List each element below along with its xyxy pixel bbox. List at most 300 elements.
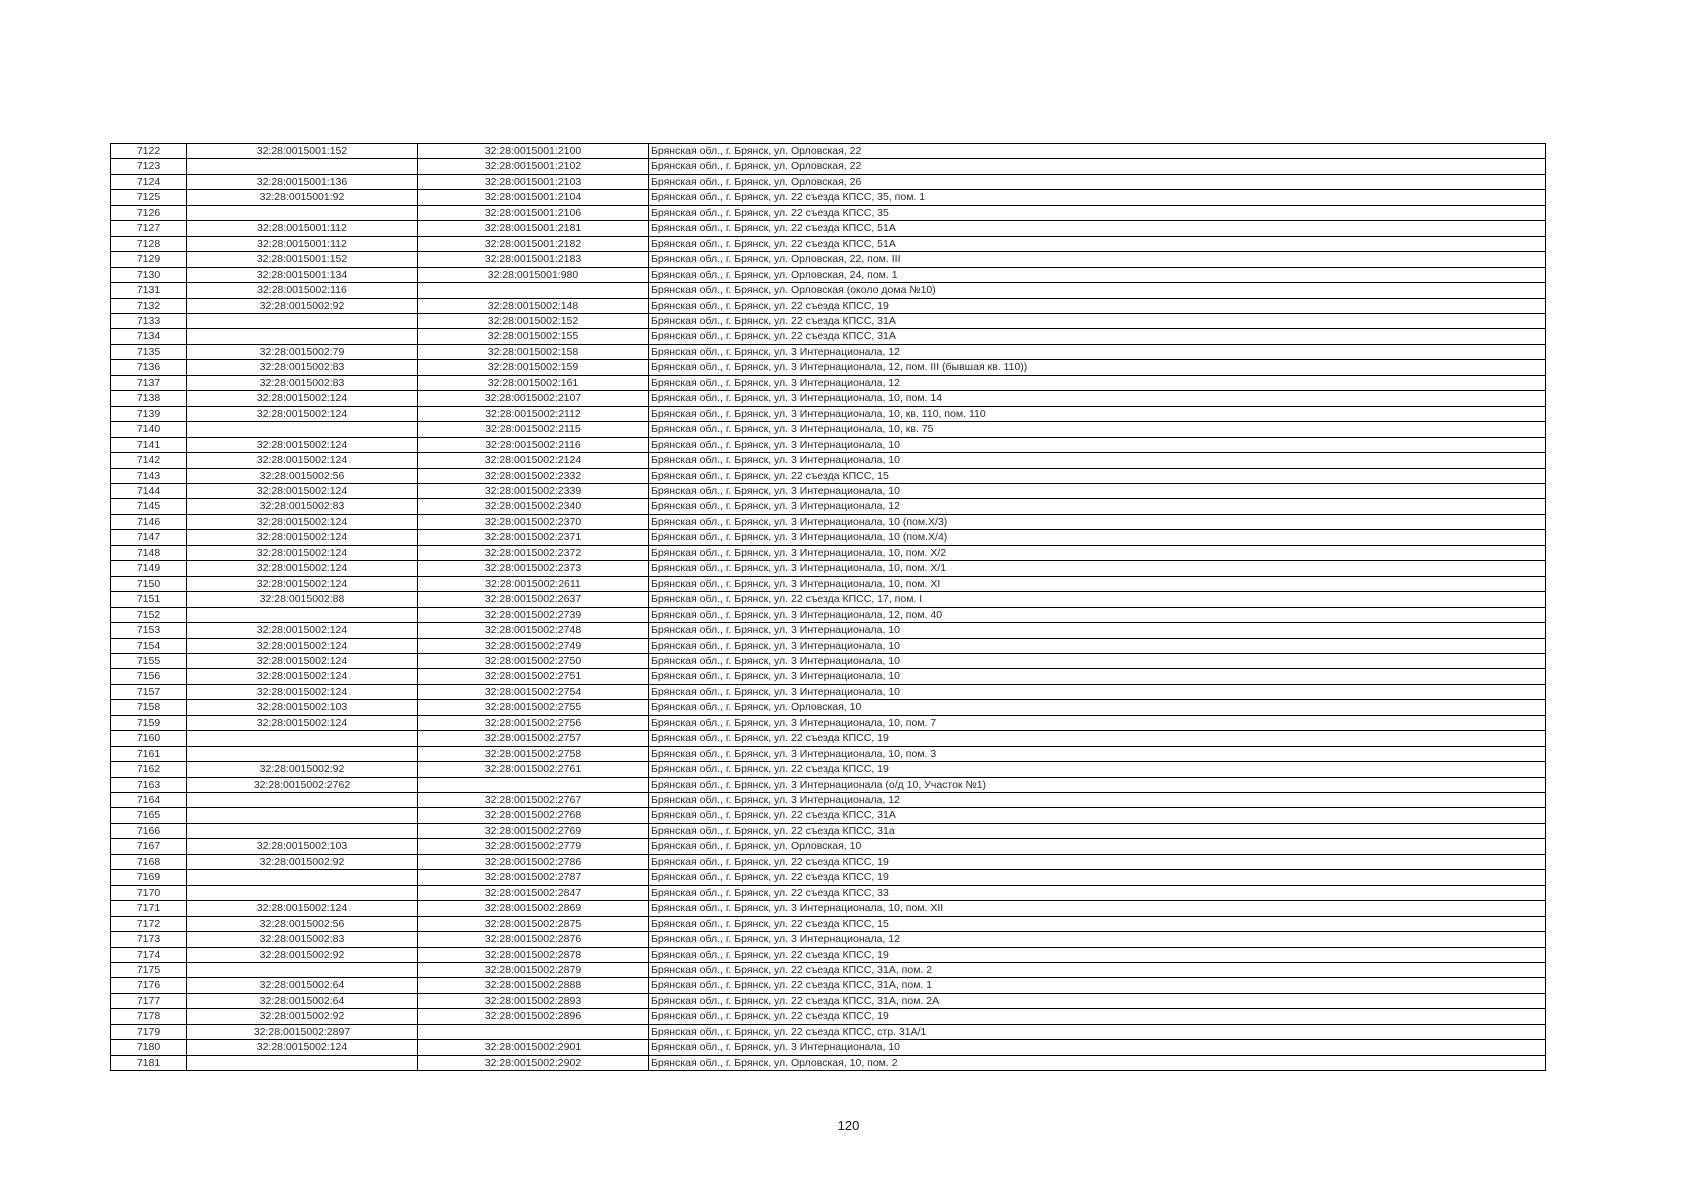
object-cadastral-number-cell: 32:28:0015001:2103 [418, 174, 649, 189]
table-row [111, 731, 1546, 746]
table-row [111, 360, 1546, 375]
table-row [111, 669, 1546, 684]
parcel-cadastral-number-cell: 32:28:0015001:152 [187, 252, 418, 267]
address-cell: Брянская обл., г. Брянск, ул. 3 Интернационала, 10 (пом.X/3) [649, 514, 1546, 529]
address-cell: Брянская обл., г. Брянск, ул. 3 Интернационала, 10, пом. XII [649, 901, 1546, 916]
table-row [111, 298, 1546, 313]
address-cell: Брянская обл., г. Брянск, ул. Орловская, 22 [649, 159, 1546, 174]
object-cadastral-number-cell: 32:28:0015002:2768 [418, 808, 649, 823]
table-row [111, 901, 1546, 916]
parcel-cadastral-number-cell [187, 329, 418, 344]
address-cell: Брянская обл., г. Брянск, ул. 22 съезда КПСС, 19 [649, 762, 1546, 777]
object-cadastral-number-cell: 32:28:0015002:2847 [418, 885, 649, 900]
object-cadastral-number-cell: 32:28:0015002:2893 [418, 993, 649, 1008]
row-number-cell: 7124 [111, 174, 187, 189]
address-cell: Брянская обл., г. Брянск, ул. 3 Интернационала (о/д 10, Участок №1) [649, 777, 1546, 792]
parcel-cadastral-number-cell [187, 159, 418, 174]
object-cadastral-number-cell: 32:28:0015002:2888 [418, 978, 649, 993]
parcel-cadastral-number-cell: 32:28:0015002:124 [187, 684, 418, 699]
row-number-cell: 7167 [111, 839, 187, 854]
page-number: 120 [837, 1118, 860, 1133]
row-number-cell: 7170 [111, 885, 187, 900]
row-number-cell: 7144 [111, 483, 187, 498]
row-number-cell: 7163 [111, 777, 187, 792]
address-cell: Брянская обл., г. Брянск, ул. 3 Интернационала, 10 [649, 453, 1546, 468]
parcel-cadastral-number-cell [187, 885, 418, 900]
object-cadastral-number-cell: 32:28:0015002:2757 [418, 731, 649, 746]
row-number-cell: 7160 [111, 731, 187, 746]
table-row [111, 746, 1546, 761]
object-cadastral-number-cell [418, 1024, 649, 1039]
table-row [111, 329, 1546, 344]
address-cell: Брянская обл., г. Брянск, ул. 3 Интернационала, 12, пом. III (бывшая кв. 110)) [649, 360, 1546, 375]
address-cell: Брянская обл., г. Брянск, ул. 3 Интернационала, 10 [649, 638, 1546, 653]
address-cell: Брянская обл., г. Брянск, ул. 22 съезда КПСС, 31А [649, 808, 1546, 823]
object-cadastral-number-cell: 32:28:0015002:2755 [418, 700, 649, 715]
parcel-cadastral-number-cell: 32:28:0015002:103 [187, 839, 418, 854]
parcel-cadastral-number-cell: 32:28:0015002:124 [187, 406, 418, 421]
object-cadastral-number-cell: 32:28:0015002:2749 [418, 638, 649, 653]
row-number-cell: 7156 [111, 669, 187, 684]
table-row [111, 313, 1546, 328]
parcel-cadastral-number-cell: 32:28:0015002:124 [187, 514, 418, 529]
row-number-cell: 7169 [111, 870, 187, 885]
parcel-cadastral-number-cell: 32:28:0015002:83 [187, 375, 418, 390]
address-cell: Брянская обл., г. Брянск, ул. 3 Интернационала, 12 [649, 375, 1546, 390]
object-cadastral-number-cell: 32:28:0015002:2115 [418, 422, 649, 437]
address-cell: Брянская обл., г. Брянск, ул. 3 Интернационала, 10, кв. 110, пом. 110 [649, 406, 1546, 421]
object-cadastral-number-cell: 32:28:0015002:2767 [418, 793, 649, 808]
address-cell: Брянская обл., г. Брянск, ул. 3 Интернационала, 10 [649, 669, 1546, 684]
row-number-cell: 7164 [111, 793, 187, 808]
address-cell: Брянская обл., г. Брянск, ул. 3 Интернационала, 10 [649, 483, 1546, 498]
address-cell: Брянская обл., г. Брянск, ул. Орловская, 10, пом. 2 [649, 1055, 1546, 1070]
address-cell: Брянская обл., г. Брянск, ул. 3 Интернационала, 12, пом. 40 [649, 607, 1546, 622]
object-cadastral-number-cell: 32:28:0015002:2116 [418, 437, 649, 452]
parcel-cadastral-number-cell [187, 746, 418, 761]
object-cadastral-number-cell: 32:28:0015002:148 [418, 298, 649, 313]
object-cadastral-number-cell: 32:28:0015002:2787 [418, 870, 649, 885]
table-row [111, 499, 1546, 514]
row-number-cell: 7141 [111, 437, 187, 452]
address-cell: Брянская обл., г. Брянск, ул. 22 съезда КПСС, 35, пом. 1 [649, 190, 1546, 205]
parcel-cadastral-number-cell [187, 1055, 418, 1070]
address-cell: Брянская обл., г. Брянск, ул. 22 съезда КПСС, 31А, пом. 1 [649, 978, 1546, 993]
object-cadastral-number-cell: 32:28:0015002:155 [418, 329, 649, 344]
table-row [111, 1009, 1546, 1024]
row-number-cell: 7176 [111, 978, 187, 993]
address-cell: Брянская обл., г. Брянск, ул. 22 съезда КПСС, 19 [649, 1009, 1546, 1024]
table-row [111, 159, 1546, 174]
address-cell: Брянская обл., г. Брянск, ул. Орловская, 22 [649, 144, 1546, 159]
table-row [111, 545, 1546, 560]
row-number-cell: 7165 [111, 808, 187, 823]
table-row [111, 684, 1546, 699]
table-row [111, 978, 1546, 993]
address-cell: Брянская обл., г. Брянск, ул. 3 Интернационала, 10 [649, 623, 1546, 638]
parcel-cadastral-number-cell: 32:28:0015001:136 [187, 174, 418, 189]
row-number-cell: 7129 [111, 252, 187, 267]
row-number-cell: 7126 [111, 205, 187, 220]
parcel-cadastral-number-cell: 32:28:0015002:83 [187, 932, 418, 947]
table-row [111, 793, 1546, 808]
object-cadastral-number-cell: 32:28:0015002:2748 [418, 623, 649, 638]
table-row [111, 700, 1546, 715]
row-number-cell: 7151 [111, 592, 187, 607]
address-cell: Брянская обл., г. Брянск, ул. 3 Интернационала, 12 [649, 793, 1546, 808]
row-number-cell: 7139 [111, 406, 187, 421]
row-number-cell: 7145 [111, 499, 187, 514]
row-number-cell: 7131 [111, 283, 187, 298]
table-row [111, 916, 1546, 931]
parcel-cadastral-number-cell: 32:28:0015002:124 [187, 653, 418, 668]
parcel-cadastral-number-cell: 32:28:0015002:92 [187, 1009, 418, 1024]
object-cadastral-number-cell: 32:28:0015002:2107 [418, 391, 649, 406]
object-cadastral-number-cell: 32:28:0015002:2339 [418, 483, 649, 498]
parcel-cadastral-number-cell: 32:28:0015002:56 [187, 916, 418, 931]
registry-table [110, 143, 1546, 1071]
parcel-cadastral-number-cell: 32:28:0015002:124 [187, 530, 418, 545]
address-cell: Брянская обл., г. Брянск, ул. 3 Интернационала, 10, пом. 14 [649, 391, 1546, 406]
object-cadastral-number-cell: 32:28:0015001:2181 [418, 221, 649, 236]
row-number-cell: 7166 [111, 823, 187, 838]
object-cadastral-number-cell [418, 283, 649, 298]
table-row [111, 406, 1546, 421]
table-row [111, 947, 1546, 962]
row-number-cell: 7147 [111, 530, 187, 545]
object-cadastral-number-cell: 32:28:0015002:2754 [418, 684, 649, 699]
address-cell: Брянская обл., г. Брянск, ул. 3 Интернационала, 12 [649, 932, 1546, 947]
row-number-cell: 7128 [111, 236, 187, 251]
parcel-cadastral-number-cell: 32:28:0015001:134 [187, 267, 418, 282]
address-cell: Брянская обл., г. Брянск, ул. 22 съезда КПСС, 33 [649, 885, 1546, 900]
object-cadastral-number-cell: 32:28:0015002:2901 [418, 1040, 649, 1055]
row-number-cell: 7171 [111, 901, 187, 916]
row-number-cell: 7174 [111, 947, 187, 962]
row-number-cell: 7162 [111, 762, 187, 777]
parcel-cadastral-number-cell: 32:28:0015002:124 [187, 453, 418, 468]
address-cell: Брянская обл., г. Брянск, ул. 3 Интернационала, 10, пом. 7 [649, 715, 1546, 730]
parcel-cadastral-number-cell [187, 731, 418, 746]
row-number-cell: 7133 [111, 313, 187, 328]
object-cadastral-number-cell: 32:28:0015002:2373 [418, 561, 649, 576]
row-number-cell: 7175 [111, 963, 187, 978]
table-row [111, 932, 1546, 947]
table-row [111, 190, 1546, 205]
address-cell: Брянская обл., г. Брянск, ул. 22 съезда КПСС, 19 [649, 947, 1546, 962]
object-cadastral-number-cell: 32:28:0015002:2879 [418, 963, 649, 978]
object-cadastral-number-cell: 32:28:0015001:2106 [418, 205, 649, 220]
object-cadastral-number-cell: 32:28:0015002:2124 [418, 453, 649, 468]
parcel-cadastral-number-cell: 32:28:0015002:124 [187, 901, 418, 916]
table-row [111, 252, 1546, 267]
row-number-cell: 7155 [111, 653, 187, 668]
parcel-cadastral-number-cell: 32:28:0015002:88 [187, 592, 418, 607]
address-cell: Брянская обл., г. Брянск, ул. 3 Интернационала, 12 [649, 499, 1546, 514]
table-row [111, 715, 1546, 730]
object-cadastral-number-cell: 32:28:0015002:152 [418, 313, 649, 328]
object-cadastral-number-cell: 32:28:0015002:2761 [418, 762, 649, 777]
object-cadastral-number-cell: 32:28:0015002:2372 [418, 545, 649, 560]
row-number-cell: 7159 [111, 715, 187, 730]
object-cadastral-number-cell: 32:28:0015001:980 [418, 267, 649, 282]
parcel-cadastral-number-cell [187, 313, 418, 328]
row-number-cell: 7178 [111, 1009, 187, 1024]
row-number-cell: 7154 [111, 638, 187, 653]
address-cell: Брянская обл., г. Брянск, ул. 22 съезда КПСС, стр. 31А/1 [649, 1024, 1546, 1039]
registry-table-container [110, 143, 1546, 1071]
row-number-cell: 7153 [111, 623, 187, 638]
object-cadastral-number-cell: 32:28:0015002:2876 [418, 932, 649, 947]
address-cell: Брянская обл., г. Брянск, ул. 22 съезда КПСС, 19 [649, 298, 1546, 313]
object-cadastral-number-cell: 32:28:0015002:2758 [418, 746, 649, 761]
object-cadastral-number-cell: 32:28:0015002:2769 [418, 823, 649, 838]
address-cell: Брянская обл., г. Брянск, ул. 3 Интернационала, 10, пом. 3 [649, 746, 1546, 761]
row-number-cell: 7180 [111, 1040, 187, 1055]
address-cell: Брянская обл., г. Брянск, ул. 3 Интернационала, 10, пом. XI [649, 576, 1546, 591]
parcel-cadastral-number-cell: 32:28:0015002:124 [187, 391, 418, 406]
object-cadastral-number-cell: 32:28:0015001:2102 [418, 159, 649, 174]
row-number-cell: 7125 [111, 190, 187, 205]
parcel-cadastral-number-cell: 32:28:0015002:92 [187, 298, 418, 313]
table-row [111, 1040, 1546, 1055]
parcel-cadastral-number-cell: 32:28:0015001:112 [187, 221, 418, 236]
row-number-cell: 7157 [111, 684, 187, 699]
row-number-cell: 7140 [111, 422, 187, 437]
table-row [111, 344, 1546, 359]
address-cell: Брянская обл., г. Брянск, ул. 22 съезда КПСС, 31А [649, 313, 1546, 328]
parcel-cadastral-number-cell: 32:28:0015002:92 [187, 947, 418, 962]
table-row [111, 854, 1546, 869]
row-number-cell: 7135 [111, 344, 187, 359]
address-cell: Брянская обл., г. Брянск, ул. 22 съезда КПСС, 15 [649, 916, 1546, 931]
address-cell: Брянская обл., г. Брянск, ул. 3 Интернационала, 10 (пом.X/4) [649, 530, 1546, 545]
row-number-cell: 7132 [111, 298, 187, 313]
object-cadastral-number-cell: 32:28:0015002:2637 [418, 592, 649, 607]
table-row [111, 144, 1546, 159]
parcel-cadastral-number-cell: 32:28:0015002:92 [187, 854, 418, 869]
object-cadastral-number-cell: 32:28:0015002:2786 [418, 854, 649, 869]
table-row [111, 221, 1546, 236]
table-row [111, 576, 1546, 591]
parcel-cadastral-number-cell: 32:28:0015002:79 [187, 344, 418, 359]
row-number-cell: 7127 [111, 221, 187, 236]
address-cell: Брянская обл., г. Брянск, ул. 3 Интернационала, 10 [649, 653, 1546, 668]
table-row [111, 267, 1546, 282]
address-cell: Брянская обл., г. Брянск, ул. Орловская, 22, пом. III [649, 252, 1546, 267]
parcel-cadastral-number-cell: 32:28:0015002:116 [187, 283, 418, 298]
table-row [111, 283, 1546, 298]
table-row [111, 174, 1546, 189]
address-cell: Брянская обл., г. Брянск, ул. Орловская, 10 [649, 839, 1546, 854]
table-row [111, 623, 1546, 638]
address-cell: Брянская обл., г. Брянск, ул. Орловская, 24, пом. 1 [649, 267, 1546, 282]
parcel-cadastral-number-cell: 32:28:0015002:124 [187, 669, 418, 684]
table-row [111, 422, 1546, 437]
row-number-cell: 7143 [111, 468, 187, 483]
address-cell: Брянская обл., г. Брянск, ул. 22 съезда КПСС, 35 [649, 205, 1546, 220]
object-cadastral-number-cell: 32:28:0015001:2182 [418, 236, 649, 251]
parcel-cadastral-number-cell: 32:28:0015002:124 [187, 576, 418, 591]
parcel-cadastral-number-cell: 32:28:0015002:83 [187, 360, 418, 375]
table-row [111, 963, 1546, 978]
parcel-cadastral-number-cell: 32:28:0015002:124 [187, 437, 418, 452]
parcel-cadastral-number-cell [187, 808, 418, 823]
address-cell: Брянская обл., г. Брянск, ул. 3 Интернационала, 10 [649, 437, 1546, 452]
object-cadastral-number-cell: 32:28:0015001:2100 [418, 144, 649, 159]
row-number-cell: 7142 [111, 453, 187, 468]
table-row [111, 592, 1546, 607]
object-cadastral-number-cell: 32:28:0015002:2902 [418, 1055, 649, 1070]
address-cell: Брянская обл., г. Брянск, ул. 22 съезда КПСС, 19 [649, 870, 1546, 885]
parcel-cadastral-number-cell [187, 205, 418, 220]
row-number-cell: 7168 [111, 854, 187, 869]
row-number-cell: 7161 [111, 746, 187, 761]
parcel-cadastral-number-cell [187, 823, 418, 838]
row-number-cell: 7177 [111, 993, 187, 1008]
parcel-cadastral-number-cell: 32:28:0015002:124 [187, 1040, 418, 1055]
address-cell: Брянская обл., г. Брянск, ул. 22 съезда КПСС, 19 [649, 731, 1546, 746]
table-row [111, 468, 1546, 483]
row-number-cell: 7146 [111, 514, 187, 529]
object-cadastral-number-cell [418, 777, 649, 792]
object-cadastral-number-cell: 32:28:0015002:2896 [418, 1009, 649, 1024]
parcel-cadastral-number-cell [187, 607, 418, 622]
parcel-cadastral-number-cell: 32:28:0015001:92 [187, 190, 418, 205]
address-cell: Брянская обл., г. Брянск, ул. 3 Интернационала, 12 [649, 344, 1546, 359]
row-number-cell: 7158 [111, 700, 187, 715]
table-row [111, 607, 1546, 622]
address-cell: Брянская обл., г. Брянск, ул. Орловская, 10 [649, 700, 1546, 715]
address-cell: Брянская обл., г. Брянск, ул. Орловская (около дома №10) [649, 283, 1546, 298]
object-cadastral-number-cell: 32:28:0015002:2371 [418, 530, 649, 545]
parcel-cadastral-number-cell: 32:28:0015002:124 [187, 715, 418, 730]
object-cadastral-number-cell: 32:28:0015002:2869 [418, 901, 649, 916]
table-row [111, 375, 1546, 390]
table-row [111, 808, 1546, 823]
address-cell: Брянская обл., г. Брянск, ул. 22 съезда КПСС, 15 [649, 468, 1546, 483]
parcel-cadastral-number-cell: 32:28:0015002:2897 [187, 1024, 418, 1039]
parcel-cadastral-number-cell: 32:28:0015002:2762 [187, 777, 418, 792]
table-row [111, 885, 1546, 900]
parcel-cadastral-number-cell: 32:28:0015002:56 [187, 468, 418, 483]
row-number-cell: 7130 [111, 267, 187, 282]
table-row [111, 205, 1546, 220]
row-number-cell: 7173 [111, 932, 187, 947]
address-cell: Брянская обл., г. Брянск, ул. 3 Интернационала, 10 [649, 684, 1546, 699]
address-cell: Брянская обл., г. Брянск, ул. 22 съезда КПСС, 31А [649, 329, 1546, 344]
table-row [111, 453, 1546, 468]
table-row [111, 1024, 1546, 1039]
row-number-cell: 7179 [111, 1024, 187, 1039]
address-cell: Брянская обл., г. Брянск, ул. Орловская, 26 [649, 174, 1546, 189]
parcel-cadastral-number-cell: 32:28:0015001:152 [187, 144, 418, 159]
table-row [111, 762, 1546, 777]
table-row [111, 236, 1546, 251]
address-cell: Брянская обл., г. Брянск, ул. 22 съезда КПСС, 17, пом. I [649, 592, 1546, 607]
parcel-cadastral-number-cell: 32:28:0015002:64 [187, 993, 418, 1008]
object-cadastral-number-cell: 32:28:0015002:159 [418, 360, 649, 375]
address-cell: Брянская обл., г. Брянск, ул. 3 Интернационала, 10, пом. X/1 [649, 561, 1546, 576]
object-cadastral-number-cell: 32:28:0015002:2611 [418, 576, 649, 591]
address-cell: Брянская обл., г. Брянск, ул. 22 съезда КПСС, 19 [649, 854, 1546, 869]
row-number-cell: 7123 [111, 159, 187, 174]
object-cadastral-number-cell: 32:28:0015002:2112 [418, 406, 649, 421]
parcel-cadastral-number-cell: 32:28:0015002:124 [187, 483, 418, 498]
object-cadastral-number-cell: 32:28:0015002:2756 [418, 715, 649, 730]
object-cadastral-number-cell: 32:28:0015002:161 [418, 375, 649, 390]
object-cadastral-number-cell: 32:28:0015002:2751 [418, 669, 649, 684]
table-row [111, 1055, 1546, 1070]
parcel-cadastral-number-cell: 32:28:0015001:112 [187, 236, 418, 251]
row-number-cell: 7149 [111, 561, 187, 576]
parcel-cadastral-number-cell: 32:28:0015002:92 [187, 762, 418, 777]
table-row [111, 483, 1546, 498]
address-cell: Брянская обл., г. Брянск, ул. 22 съезда КПСС, 31а [649, 823, 1546, 838]
registry-table-body [111, 144, 1546, 1071]
row-number-cell: 7150 [111, 576, 187, 591]
object-cadastral-number-cell: 32:28:0015001:2183 [418, 252, 649, 267]
object-cadastral-number-cell: 32:28:0015002:2739 [418, 607, 649, 622]
object-cadastral-number-cell: 32:28:0015002:2750 [418, 653, 649, 668]
parcel-cadastral-number-cell: 32:28:0015002:64 [187, 978, 418, 993]
row-number-cell: 7181 [111, 1055, 187, 1070]
parcel-cadastral-number-cell: 32:28:0015002:124 [187, 638, 418, 653]
object-cadastral-number-cell: 32:28:0015002:2878 [418, 947, 649, 962]
table-row [111, 653, 1546, 668]
object-cadastral-number-cell: 32:28:0015002:2875 [418, 916, 649, 931]
address-cell: Брянская обл., г. Брянск, ул. 3 Интернационала, 10, кв. 75 [649, 422, 1546, 437]
object-cadastral-number-cell: 32:28:0015001:2104 [418, 190, 649, 205]
table-row [111, 391, 1546, 406]
address-cell: Брянская обл., г. Брянск, ул. 22 съезда КПСС, 51А [649, 236, 1546, 251]
row-number-cell: 7152 [111, 607, 187, 622]
table-row [111, 993, 1546, 1008]
table-row [111, 638, 1546, 653]
address-cell: Брянская обл., г. Брянск, ул. 22 съезда КПСС, 51А [649, 221, 1546, 236]
row-number-cell: 7134 [111, 329, 187, 344]
table-row [111, 839, 1546, 854]
table-row [111, 823, 1546, 838]
object-cadastral-number-cell: 32:28:0015002:158 [418, 344, 649, 359]
parcel-cadastral-number-cell: 32:28:0015002:124 [187, 545, 418, 560]
row-number-cell: 7136 [111, 360, 187, 375]
table-row [111, 561, 1546, 576]
object-cadastral-number-cell: 32:28:0015002:2340 [418, 499, 649, 514]
parcel-cadastral-number-cell [187, 793, 418, 808]
row-number-cell: 7138 [111, 391, 187, 406]
parcel-cadastral-number-cell [187, 870, 418, 885]
parcel-cadastral-number-cell: 32:28:0015002:124 [187, 623, 418, 638]
address-cell: Брянская обл., г. Брянск, ул. 3 Интернационала, 10, пом. X/2 [649, 545, 1546, 560]
address-cell: Брянская обл., г. Брянск, ул. 22 съезда КПСС, 31А, пом. 2А [649, 993, 1546, 1008]
table-row [111, 777, 1546, 792]
address-cell: Брянская обл., г. Брянск, ул. 3 Интернационала, 10 [649, 1040, 1546, 1055]
table-row [111, 530, 1546, 545]
table-row [111, 437, 1546, 452]
parcel-cadastral-number-cell: 32:28:0015002:103 [187, 700, 418, 715]
parcel-cadastral-number-cell: 32:28:0015002:124 [187, 561, 418, 576]
parcel-cadastral-number-cell [187, 422, 418, 437]
row-number-cell: 7122 [111, 144, 187, 159]
parcel-cadastral-number-cell: 32:28:0015002:83 [187, 499, 418, 514]
row-number-cell: 7137 [111, 375, 187, 390]
table-row [111, 870, 1546, 885]
table-row [111, 514, 1546, 529]
row-number-cell: 7148 [111, 545, 187, 560]
object-cadastral-number-cell: 32:28:0015002:2332 [418, 468, 649, 483]
object-cadastral-number-cell: 32:28:0015002:2370 [418, 514, 649, 529]
